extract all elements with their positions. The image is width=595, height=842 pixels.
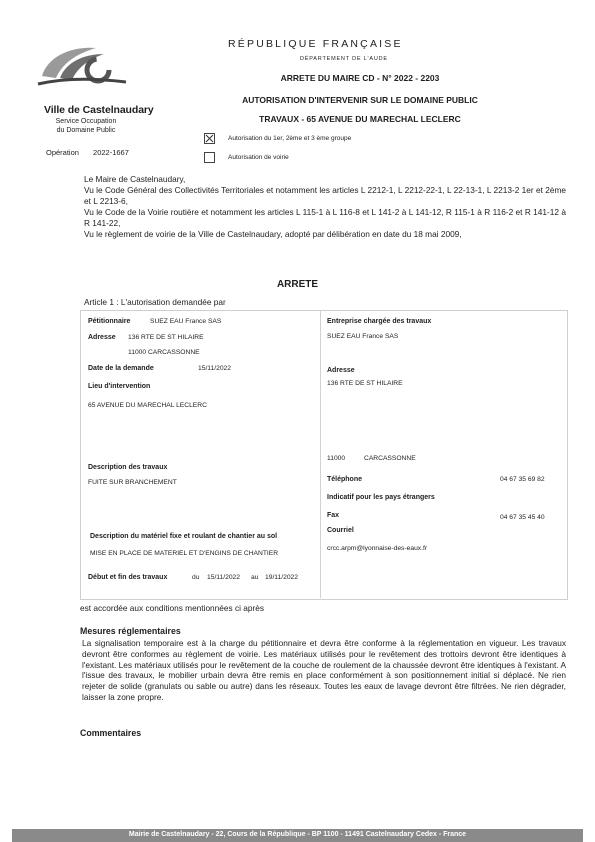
telephone-value: 04 67 35 69 82 — [500, 476, 545, 483]
checkbox-autorisation-groupe[interactable] — [204, 133, 215, 144]
preamble-line: Vu le Code Général des Collectivités Territoriales et notamment les articles L 2212-1, L 2212-22-1, L 22-13-1, L 2213-2 1er et 2ème et L 2213-6, — [84, 185, 566, 206]
au-label: au — [251, 574, 259, 581]
materiel-value: MISE EN PLACE DE MATERIEL ET D'ENGINS DE CHANTIER — [90, 550, 279, 557]
article-1: Article 1 : L'autorisation demandée par — [84, 297, 226, 307]
operation-number: 2022-1667 — [93, 148, 129, 157]
republique-francaise: RÉPUBLIQUE FRANÇAISE — [228, 38, 403, 50]
adresse-label: Adresse — [88, 334, 116, 341]
checkbox-label-groupe: Autorisation du 1er, 2ème et 3 ème groupe — [228, 135, 352, 142]
form-divider — [320, 310, 321, 598]
petitionnaire-value: SUEZ EAU France SAS — [150, 318, 222, 325]
operation-reference — [46, 148, 129, 157]
arrete-number: ARRETE DU MAIRE CD - N° 2022 - 2203 — [280, 73, 440, 83]
lieu-label: Lieu d'intervention — [88, 383, 151, 390]
checkbox-label-voirie: Autorisation de voirie — [228, 154, 289, 161]
description-travaux-value: FUITE SUR BRANCHEMENT — [88, 479, 177, 486]
telephone-label: Téléphone — [327, 476, 363, 483]
entreprise-cp: 11000 — [327, 455, 346, 462]
du-label: du — [192, 574, 200, 581]
description-travaux-label: Description des travaux — [88, 464, 168, 471]
date-demande-value: 15/11/2022 — [198, 365, 231, 372]
indicatif-label: Indicatif pour les pays étrangers — [327, 494, 435, 501]
preamble-line: Le Maire de Castelnaudary, — [84, 174, 186, 184]
fin-date-value: 19/11/2022 — [265, 574, 298, 581]
preamble-line: Vu le Code de la Voirie routière et notamment les articles L 115-1 à L 116-8 et L 141-2 à L 141-12, R 115-1 à R 116-2 et R 141-12 à R 141-22, — [84, 207, 566, 228]
travaux-title: TRAVAUX - 65 AVENUE DU MARECHAL LECLERC — [259, 114, 461, 124]
fax-label: Fax — [327, 512, 340, 519]
fax-value: 04 67 35 45 40 — [500, 514, 545, 521]
adresse-line2: 11000 CARCASSONNE — [128, 349, 200, 356]
org-service: Service Occupation du Domaine Public — [55, 118, 117, 134]
operation-label: Opération — [46, 148, 79, 157]
entreprise-label: Entreprise chargée des travaux — [327, 318, 432, 325]
courriel-value: crcc.arpm@lyonnaise-des-eaux.fr — [327, 545, 428, 552]
preamble — [84, 174, 566, 240]
entreprise-adresse-line1: 136 RTE DE ST HILAIRE — [327, 380, 403, 387]
materiel-label: Description du matériel fixe et roulant de chantier au sol — [90, 533, 278, 540]
arrete-heading: ARRETE — [276, 279, 319, 290]
footer-address: Mairie de Castelnaudary - 22, Cours de la République - BP 1100 - 11491 Castelnaudary Cedex - France — [128, 831, 467, 838]
mesures-text: La signalisation temporaire est à la charge du pétitionnaire et devra être conforme à la réglementation en vigueur. Les travaux devront être conformes au règlement de voirie. Les matériaux utilisés pour le revêtement des trottoirs devront être identiques à l'existant. Les matériaux utilisés pour le revêtement de la couche de roulement de la chaussée devront être identiques à l'existant. A l'issue des travaux, le mobilier urbain devra être remis en place conformément à son positionnement initial si déplacé. Ne rien rejeter de solide (granulats ou sable ou autre) dans les réseaux. Toutes les eaux de lavage devront être filtrées. Ne rien dégrader, laisser la zone propre. — [82, 638, 566, 702]
debut-date-value: 15/11/2022 — [207, 574, 240, 581]
accordee-text: est accordée aux conditions mentionnées ci après — [80, 603, 265, 613]
debut-fin-label: Début et fin des travaux — [88, 574, 168, 581]
entreprise-ville: CARCASSONNE — [364, 455, 416, 462]
checkbox-autorisation-voirie[interactable] — [204, 152, 215, 163]
mesures-title: Mesures réglementaires — [80, 626, 181, 636]
courriel-label: Courriel — [327, 527, 354, 534]
entreprise-adresse-label: Adresse — [327, 367, 355, 374]
petitionnaire-label: Pétitionnaire — [88, 318, 131, 325]
autorisation-title: AUTORISATION D'INTERVENIR SUR LE DOMAINE PUBLIC — [242, 95, 478, 105]
preamble-line: Vu le règlement de voirie de la Ville de Castelnaudary, adopté par délibération en date du 18 mai 2009, — [84, 229, 462, 239]
entreprise-value: SUEZ EAU France SAS — [327, 333, 399, 340]
date-demande-label: Date de la demande — [88, 365, 154, 372]
adresse-line1: 136 RTE DE ST HILAIRE — [128, 334, 204, 341]
departement: DÉPARTEMENT DE L'AUDE — [300, 56, 388, 62]
org-name: Ville de Castelnaudary — [44, 104, 154, 116]
lieu-value: 65 AVENUE DU MARECHAL LECLERC — [88, 402, 207, 409]
commentaires-title: Commentaires — [80, 728, 142, 738]
checkmark-x-icon — [205, 134, 214, 143]
castelnaudary-logo — [34, 38, 130, 88]
